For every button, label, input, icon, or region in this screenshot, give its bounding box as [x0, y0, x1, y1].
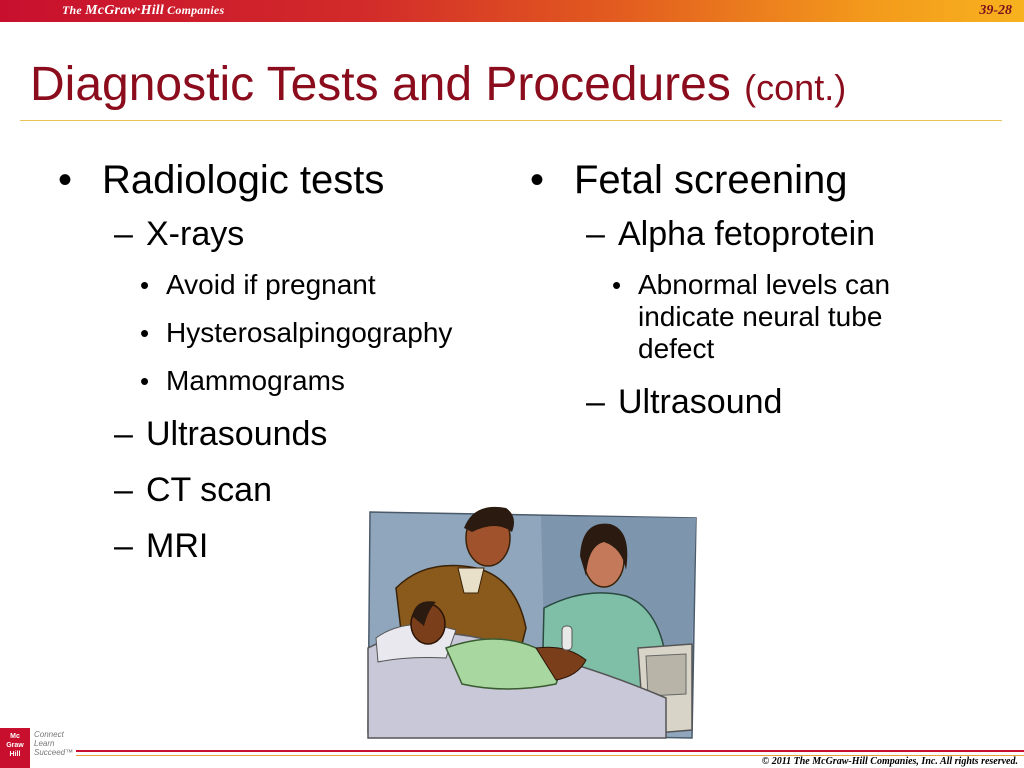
slide-number: 39-28 [979, 3, 1012, 18]
sub-bullet-ultrasound [530, 381, 970, 423]
dash-marker: – [586, 383, 605, 421]
bullet-marker: • [530, 158, 545, 202]
sub-sub-bullet [58, 317, 528, 349]
dash-marker: – [114, 471, 133, 509]
tagline-line: Connect [34, 730, 64, 739]
tagline-line: Learn [34, 739, 55, 748]
monitor-screen [646, 654, 686, 696]
ultrasound-clipart [366, 498, 698, 740]
logo-line: Hill [9, 751, 21, 758]
bullet-marker: • [58, 158, 73, 202]
sub-bullet-xrays [58, 213, 528, 255]
bullet-radiologic-tests [58, 155, 528, 205]
title-main: Diagnostic Tests and Procedures [30, 58, 731, 111]
item-text: Abnormal levels can indicate neural tube defect [638, 269, 891, 364]
brand-logo [62, 3, 224, 19]
dash-marker: – [114, 415, 133, 453]
logo-line: Graw [6, 742, 24, 749]
logo-line: Mc [10, 733, 20, 740]
mcgraw-hill-logo [0, 728, 30, 768]
sub-bullet-alpha-fetoprotein [530, 213, 970, 255]
sub-bullet-text: Ultrasound [618, 383, 783, 421]
copyright-notice: © 2011 The McGraw-Hill Companies, Inc. All rights reserved. [761, 756, 1018, 767]
brand-suffix: Companies [167, 3, 225, 17]
ultrasound-probe [562, 626, 572, 650]
title-divider [20, 120, 1002, 121]
brand-name: McGraw·Hill [85, 3, 164, 18]
sub-bullet-text: Alpha fetoprotein [618, 215, 876, 253]
item-text: Hysterosalpingography [166, 317, 453, 348]
item-text: Avoid if pregnant [166, 269, 376, 300]
title-suffix: (cont.) [744, 67, 847, 108]
bullet-text: Radiologic tests [102, 158, 385, 202]
tagline-line: Succeed™ [34, 748, 74, 757]
bullet-marker: • [140, 318, 150, 348]
slide-title [30, 56, 846, 117]
sub-bullet-text: MRI [146, 527, 209, 565]
dash-marker: – [114, 215, 133, 253]
logo-tagline [34, 730, 73, 757]
brand-prefix: The [62, 3, 82, 17]
bullet-text: Fetal screening [574, 158, 848, 202]
bullet-marker: • [140, 270, 150, 300]
bullet-fetal-screening [530, 155, 970, 205]
sub-sub-bullet [530, 269, 938, 365]
item-text: Mammograms [166, 365, 345, 396]
sub-sub-bullet [58, 269, 528, 301]
footer-divider [76, 750, 1024, 752]
sub-bullet-ultrasounds [58, 413, 528, 455]
bullet-marker: • [140, 366, 150, 396]
dash-marker: – [114, 527, 133, 565]
sub-bullet-text: Ultrasounds [146, 415, 328, 453]
dash-marker: – [586, 215, 605, 253]
bullet-marker: • [612, 270, 622, 300]
sub-sub-bullet [58, 365, 528, 397]
right-column [530, 155, 970, 437]
sub-bullet-text: X-rays [146, 215, 245, 253]
sub-bullet-text: CT scan [146, 471, 272, 509]
header-bar [0, 0, 1024, 22]
